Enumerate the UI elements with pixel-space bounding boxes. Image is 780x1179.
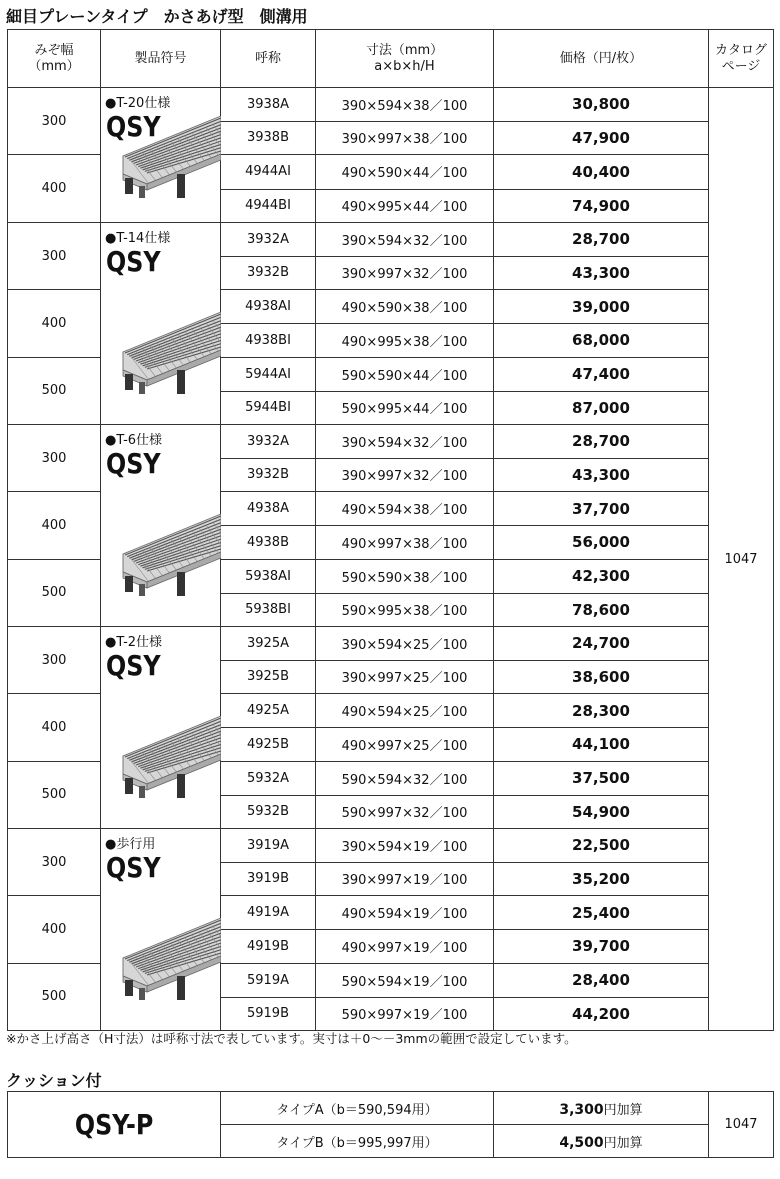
width-cell: 300 <box>8 88 101 155</box>
spec-label: ●歩行用 <box>105 837 156 852</box>
price-cell: 74,900 <box>494 189 709 223</box>
footnote: ※かさ上げ高さ（H寸法）は呼称寸法で表しています。実寸は＋0〜－3mmの範囲で設定しています。 <box>6 1031 577 1046</box>
dims-cell: 390×594×32／100 <box>316 425 494 459</box>
width-cell: 400 <box>8 896 101 964</box>
dims-cell: 490×594×19／100 <box>316 896 494 930</box>
dims-cell: 390×997×32／100 <box>316 458 494 492</box>
grating-image <box>117 716 221 812</box>
code-cell: 4938B <box>221 526 316 560</box>
price-cell: 39,700 <box>494 930 709 964</box>
product-cell <box>101 223 221 425</box>
cushion-row <box>8 1092 774 1125</box>
product-cell <box>101 425 221 627</box>
dims-cell: 590×590×44／100 <box>316 357 494 391</box>
code-cell: 3932B <box>221 458 316 492</box>
code-cell: 5938AI <box>221 559 316 593</box>
code-cell: 3932A <box>221 223 316 257</box>
width-cell: 300 <box>8 829 101 896</box>
price-cell: 68,000 <box>494 324 709 358</box>
dims-cell: 490×995×44／100 <box>316 189 494 223</box>
code-cell: 3938B <box>221 121 316 155</box>
price-cell: 25,400 <box>494 896 709 930</box>
price-cell: 38,600 <box>494 660 709 694</box>
cushion-table <box>7 1091 774 1158</box>
dims-cell: 590×594×32／100 <box>316 761 494 795</box>
code-cell: 4938BI <box>221 324 316 358</box>
dims-cell: 390×594×19／100 <box>316 829 494 863</box>
code-cell: 5919B <box>221 997 316 1031</box>
price-cell: 42,300 <box>494 559 709 593</box>
cushion-title: クッション付 <box>6 1071 102 1090</box>
spec-label: ●T-6仕様 <box>105 433 163 448</box>
header-product: 製品符号 <box>101 30 221 88</box>
dims-cell: 490×594×38／100 <box>316 492 494 526</box>
code-cell: 5944BI <box>221 391 316 425</box>
code-cell: 3932B <box>221 256 316 290</box>
code-cell: 3932A <box>221 425 316 459</box>
code-cell: 4944BI <box>221 189 316 223</box>
price-cell: 28,700 <box>494 425 709 459</box>
model-label: QSY <box>106 110 161 143</box>
width-cell: 300 <box>8 627 101 694</box>
dims-cell: 490×997×19／100 <box>316 930 494 964</box>
width-cell: 400 <box>8 694 101 762</box>
cushion-price-b-suffix: 円加算 <box>603 1135 643 1151</box>
code-cell: 5919A <box>221 963 316 997</box>
width-cell: 400 <box>8 155 101 223</box>
width-cell: 500 <box>8 963 101 1031</box>
cushion-price-a-value: 3,300 <box>559 1101 604 1118</box>
cushion-model-label: QSY-P <box>74 1108 154 1141</box>
table-row <box>8 425 774 459</box>
width-cell: 300 <box>8 425 101 492</box>
header-price: 価格（円/枚） <box>494 30 709 88</box>
code-cell: 4938A <box>221 492 316 526</box>
width-cell: 300 <box>8 223 101 290</box>
spec-label: ●T-14仕様 <box>105 231 171 246</box>
price-cell: 40,400 <box>494 155 709 190</box>
dims-cell: 590×590×38／100 <box>316 559 494 593</box>
dims-cell: 490×594×25／100 <box>316 694 494 728</box>
product-cell <box>101 829 221 1031</box>
code-cell: 3919A <box>221 829 316 863</box>
price-cell: 87,000 <box>494 391 709 425</box>
price-cell: 44,100 <box>494 728 709 762</box>
dims-cell: 390×997×25／100 <box>316 660 494 694</box>
cushion-type-a: タイプA（b＝590,594用） <box>221 1092 494 1125</box>
code-cell: 3938A <box>221 88 316 122</box>
price-cell: 28,700 <box>494 223 709 257</box>
spec-label: ●T-2仕様 <box>105 635 163 650</box>
width-cell: 400 <box>8 290 101 358</box>
price-table <box>7 29 774 1031</box>
dims-cell: 590×997×19／100 <box>316 997 494 1031</box>
table-row <box>8 223 774 257</box>
cushion-price-a <box>494 1092 709 1125</box>
catalog-page-cell: 1047 <box>709 88 774 1031</box>
dims-cell: 490×995×38／100 <box>316 324 494 358</box>
code-cell: 5938BI <box>221 593 316 627</box>
header-catalog: カタログ ページ <box>709 30 774 88</box>
dims-cell: 390×594×38／100 <box>316 88 494 122</box>
dims-cell: 490×590×38／100 <box>316 290 494 324</box>
price-cell: 35,200 <box>494 862 709 896</box>
dims-cell: 390×997×19／100 <box>316 862 494 896</box>
dims-cell: 490×997×38／100 <box>316 526 494 560</box>
header-code: 呼称 <box>221 30 316 88</box>
cushion-price-b <box>494 1125 709 1158</box>
width-cell: 500 <box>8 559 101 627</box>
dims-cell: 390×594×32／100 <box>316 223 494 257</box>
price-cell: 47,900 <box>494 121 709 155</box>
grating-image <box>117 116 221 212</box>
dims-cell: 490×997×25／100 <box>316 728 494 762</box>
price-cell: 30,800 <box>494 88 709 122</box>
price-cell: 78,600 <box>494 593 709 627</box>
grating-image <box>117 514 221 610</box>
header-dims: 寸法（mm） a×b×h/H <box>316 30 494 88</box>
cushion-price-a-suffix: 円加算 <box>603 1102 643 1118</box>
code-cell: 4919A <box>221 896 316 930</box>
product-cell <box>101 88 221 223</box>
cushion-price-b-value: 4,500 <box>559 1134 604 1151</box>
dims-cell: 590×997×32／100 <box>316 795 494 829</box>
dims-cell: 390×594×25／100 <box>316 627 494 661</box>
code-cell: 4925B <box>221 728 316 762</box>
price-cell: 47,400 <box>494 357 709 391</box>
code-cell: 5932A <box>221 761 316 795</box>
dims-cell: 590×995×38／100 <box>316 593 494 627</box>
table-row <box>8 829 774 863</box>
price-cell: 43,300 <box>494 256 709 290</box>
price-cell: 44,200 <box>494 997 709 1031</box>
spec-label: ●T-20仕様 <box>105 96 171 111</box>
width-cell: 500 <box>8 357 101 425</box>
table-header-row <box>8 30 774 88</box>
cushion-type-b: タイプB（b＝995,997用） <box>221 1125 494 1158</box>
code-cell: 3925A <box>221 627 316 661</box>
grating-image <box>117 312 221 408</box>
cushion-catalog-page: 1047 <box>709 1092 774 1158</box>
code-cell: 5944AI <box>221 357 316 391</box>
code-cell: 4925A <box>221 694 316 728</box>
width-cell: 500 <box>8 761 101 829</box>
width-cell: 400 <box>8 492 101 560</box>
page-title: 細目プレーンタイプ かさあげ型 側溝用 <box>6 7 308 26</box>
code-cell: 3919B <box>221 862 316 896</box>
header-width: みぞ幅 （mm） <box>8 30 101 88</box>
price-cell: 56,000 <box>494 526 709 560</box>
dims-cell: 390×997×38／100 <box>316 121 494 155</box>
dims-cell: 490×590×44／100 <box>316 155 494 190</box>
code-cell: 4944AI <box>221 155 316 190</box>
price-cell: 54,900 <box>494 795 709 829</box>
code-cell: 5932B <box>221 795 316 829</box>
code-cell: 4938AI <box>221 290 316 324</box>
dims-cell: 590×594×19／100 <box>316 963 494 997</box>
model-label: QSY <box>106 649 161 682</box>
dims-cell: 390×997×32／100 <box>316 256 494 290</box>
model-label: QSY <box>106 851 161 884</box>
product-cell <box>101 627 221 829</box>
price-cell: 22,500 <box>494 829 709 863</box>
table-row <box>8 88 774 122</box>
code-cell: 4919B <box>221 930 316 964</box>
grating-image <box>117 918 221 1014</box>
cushion-model <box>8 1092 221 1158</box>
price-cell: 28,300 <box>494 694 709 728</box>
price-cell: 43,300 <box>494 458 709 492</box>
dims-cell: 590×995×44／100 <box>316 391 494 425</box>
model-label: QSY <box>106 245 161 278</box>
table-row <box>8 627 774 661</box>
model-label: QSY <box>106 447 161 480</box>
price-cell: 39,000 <box>494 290 709 324</box>
price-cell: 24,700 <box>494 627 709 661</box>
code-cell: 3925B <box>221 660 316 694</box>
price-cell: 37,700 <box>494 492 709 526</box>
price-cell: 28,400 <box>494 963 709 997</box>
price-cell: 37,500 <box>494 761 709 795</box>
